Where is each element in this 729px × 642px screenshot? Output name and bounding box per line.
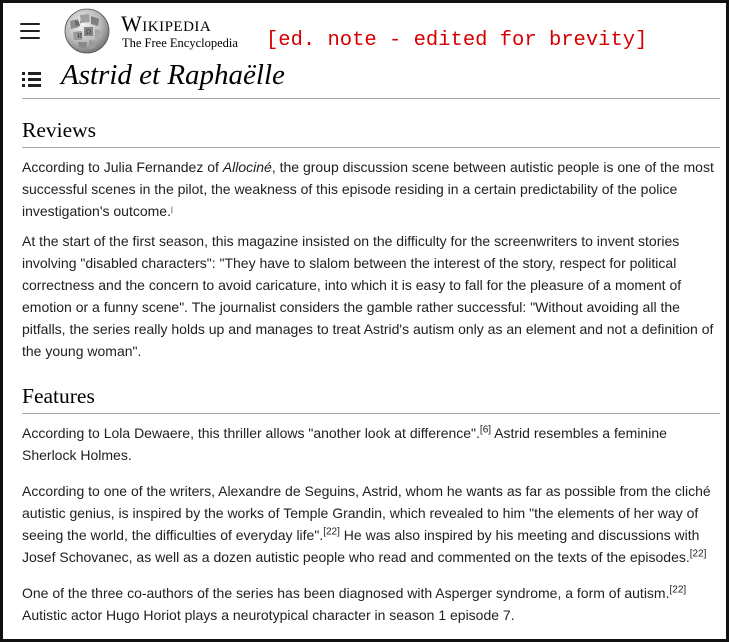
text-run: plays a neurotypical character in season 1 episode 7. bbox=[180, 607, 515, 623]
wikipedia-globe-icon[interactable] bbox=[61, 7, 113, 55]
text-run: , the group discussion scene between autistic people is one of the most successful scenes in the pilot, the weakness of this episode residing in a certain predictability of the police investigation's outcome. bbox=[22, 159, 714, 219]
reference-link[interactable]: [22] bbox=[323, 526, 340, 538]
link-allocine[interactable]: Allociné bbox=[222, 159, 272, 175]
text-run: Astrid resembles a feminine bbox=[491, 425, 667, 441]
reference-link[interactable]: [22] bbox=[669, 584, 687, 596]
title-divider bbox=[22, 98, 720, 99]
text-run: According to Julia Fernandez of bbox=[22, 159, 223, 175]
text-run: , a form of autism. bbox=[557, 585, 670, 601]
link-asperger-syndrome[interactable]: Asperger syndrome bbox=[435, 585, 558, 601]
text-run: , as well as a dozen autistic people who read and commented on the texts of the episodes. bbox=[128, 549, 690, 565]
section-heading-reviews: Reviews bbox=[22, 115, 720, 148]
text-run: Autistic actor bbox=[22, 607, 107, 623]
citation-mark: | bbox=[170, 207, 173, 214]
link-sherlock-holmes[interactable]: Sherlock Holmes bbox=[22, 447, 128, 463]
section-features bbox=[22, 381, 720, 626]
reviews-paragraph-2: At the start of the first season, this magazine insisted on the difficulty for the screenwriters to invent stories involving "disabled characters": "They have to slalom between the interest of the story, respect for political correctness and the concern to avoid caricature, into which it is easy to fall for the pleasure of a moment of emotion or a funny scene". The journalist considers the gamble rather successful: "Without avoiding all the pitfalls, the series really holds up and manages to treat Astrid's autism only as an element and not a definition of the young woman". bbox=[22, 233, 714, 359]
text-run: According to one of the writers, Alexandre de Seguins, Astrid, whom he wants as far as possible from the cliché autistic genius, is inspired by the works of bbox=[22, 483, 711, 521]
reference-link[interactable]: [6] bbox=[479, 424, 492, 436]
wikipedia-wordmark[interactable]: Wikipedia bbox=[121, 11, 212, 36]
section-reviews bbox=[22, 115, 720, 362]
svg-text:Ω: Ω bbox=[86, 29, 91, 36]
text-run: . bbox=[127, 447, 132, 463]
top-bar bbox=[3, 3, 726, 61]
link-josef-schovanec[interactable]: Josef Schovanec bbox=[22, 549, 129, 565]
features-paragraph-2 bbox=[22, 480, 720, 568]
text-run: , which revealed to him "the elements of her way of seeing the world, the difficulties of everyday life". bbox=[22, 505, 699, 543]
svg-text:W: W bbox=[75, 21, 82, 28]
link-hugo-horiot[interactable]: Hugo Horiot bbox=[106, 607, 181, 623]
text-run: According to Lola Dewaere, this thriller allows "another look at difference". bbox=[22, 425, 480, 441]
reference-link[interactable]: [22] bbox=[689, 548, 707, 560]
wikipedia-tagline: The Free Encyclopedia bbox=[122, 36, 238, 50]
editor-note: [ed. note - edited for brevity] bbox=[266, 29, 648, 52]
text-run: He was also inspired by his meeting and discussions with bbox=[339, 527, 700, 543]
page-title: Astrid et Raphaëlle bbox=[61, 59, 285, 91]
article-content bbox=[22, 115, 720, 626]
text-run: One of the three co-authors of the series has been diagnosed with bbox=[22, 585, 436, 601]
section-heading-features: Features bbox=[22, 381, 720, 414]
features-paragraph-1 bbox=[22, 422, 720, 466]
hamburger-menu-icon[interactable] bbox=[20, 23, 40, 39]
link-temple-grandin[interactable]: Temple Grandin bbox=[283, 505, 383, 521]
table-of-contents-icon[interactable] bbox=[22, 71, 42, 87]
reviews-paragraph-1 bbox=[22, 156, 720, 222]
svg-text:И: И bbox=[77, 33, 83, 40]
features-paragraph-3 bbox=[22, 582, 720, 626]
